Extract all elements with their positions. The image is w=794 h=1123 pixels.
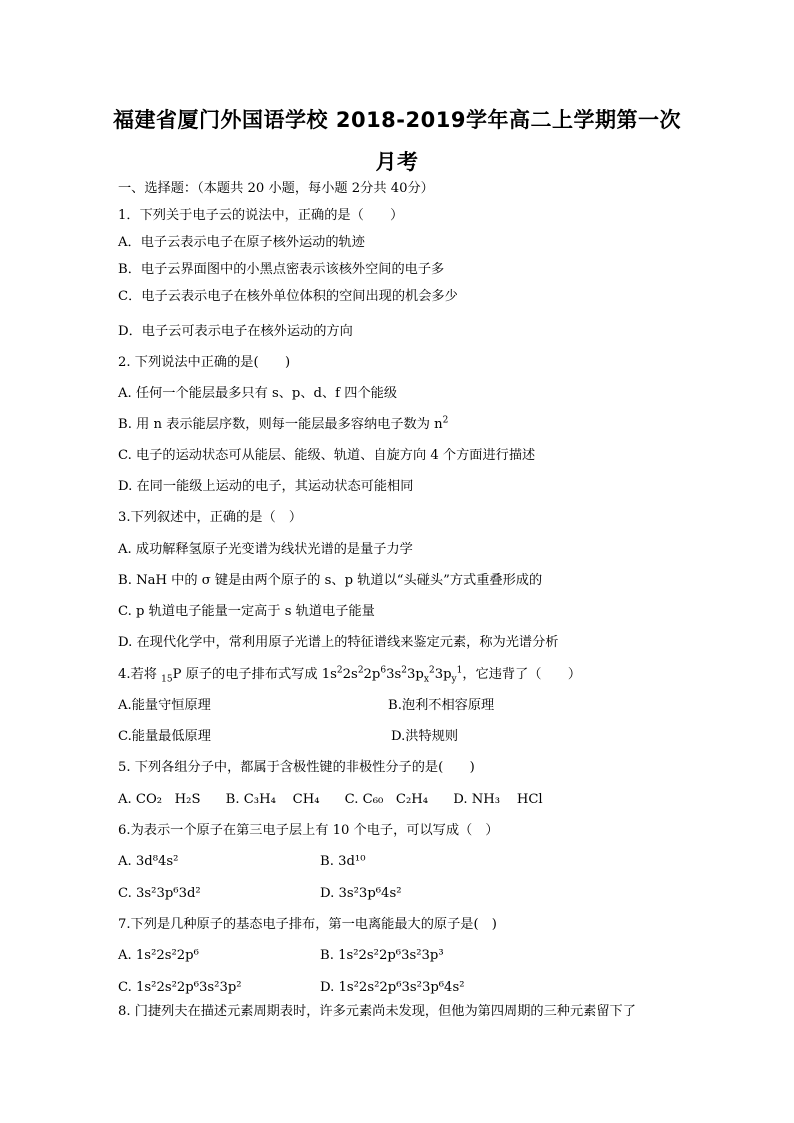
q2-stem: 2. 下列说法中正确的是( ) bbox=[118, 355, 291, 370]
q4-option-a: A.能量守恒原理 bbox=[118, 698, 211, 713]
q4-sub: y bbox=[451, 674, 457, 685]
q8-stem: 8. 门捷列夫在描述元素周期表时，许多元素尚未发现，但他为第四周期的三种元素留下了 bbox=[118, 1004, 636, 1019]
q3-option-b: B. NaH 中的 σ 键是由两个原子的 s、p 轨道以“头碰头”方式重叠形成的 bbox=[118, 573, 543, 588]
q4-sup: 6 bbox=[380, 665, 387, 676]
q4-stem-pre: 4.若将 bbox=[118, 667, 162, 682]
q7-option-a: A. 1s²2s²2p⁶ bbox=[118, 948, 199, 963]
q4-sup: 1 bbox=[456, 665, 463, 676]
exam-title-line1: 福建省厦门外国语学校 2018-2019学年高二上学期第一次 bbox=[113, 108, 681, 132]
q1-option-b: B．电子云界面图中的小黑点密表示该核外空间的电子多 bbox=[118, 262, 445, 277]
q6-option-b: B. 3d¹⁰ bbox=[320, 854, 366, 869]
q2-option-a: A. 任何一个能层最多只有 s、p、d、f 四个能级 bbox=[118, 386, 398, 401]
q4-orb: 3p bbox=[407, 667, 424, 682]
section-heading: 一、选择题：（本题共 20 小题，每小题 2分共 40分） bbox=[118, 181, 434, 196]
q2-option-b-exponent: 2 bbox=[442, 415, 449, 426]
q4-orb: 2s bbox=[342, 667, 358, 682]
q4-sup: 2 bbox=[401, 665, 408, 676]
q2-option-d: D. 在同一能级上运动的电子，其运动状态可能相同 bbox=[118, 479, 414, 494]
q4-sup: 2 bbox=[428, 665, 435, 676]
q4-stem-end: ，它违背了（ ） bbox=[462, 667, 582, 682]
q1-option-d: D．电子云可表示电子在核外运动的方向 bbox=[118, 324, 353, 339]
q7-stem: 7.下列是几种原子的基态电子排布，第一电离能最大的原子是( ) bbox=[118, 917, 497, 932]
q5-stem: 5. 下列各组分子中，都属于含极性键的非极性分子的是( ) bbox=[118, 760, 475, 775]
q3-option-d: D. 在现代化学中，常利用原子光谱上的特征谱线来鉴定元素，称为光谱分析 bbox=[118, 635, 559, 650]
q4-sub: x bbox=[423, 674, 429, 685]
q3-option-c: C. p 轨道电子能量一定高于 s 轨道电子能量 bbox=[118, 604, 375, 619]
q7-option-b: B. 1s²2s²2p⁶3s²3p³ bbox=[320, 948, 444, 963]
q4-option-c: C.能量最低原理 bbox=[118, 729, 211, 744]
q2-option-b bbox=[118, 417, 448, 433]
q1-option-a: A．电子云表示电子在原子核外运动的轨迹 bbox=[118, 235, 365, 250]
exam-title-line2: 月考 bbox=[375, 150, 419, 174]
q1-option-c: C．电子云表示电子在核外单位体积的空间出现的机会多少 bbox=[118, 289, 458, 304]
q6-option-d: D. 3s²3p⁶4s² bbox=[320, 886, 402, 901]
q4-stem-mid: P 原子的电子排布式写成 1s bbox=[172, 667, 337, 682]
q4-orb: 2p bbox=[363, 667, 381, 682]
q2-option-c: C. 电子的运动状态可从能层、能级、轨道、自旋方向 4 个方面进行描述 bbox=[118, 448, 536, 463]
q4-sup: 2 bbox=[357, 665, 364, 676]
q7-option-d: D. 1s²2s²2p⁶3s²3p⁶4s² bbox=[320, 980, 465, 995]
q4-atomic-number: 15 bbox=[161, 674, 173, 685]
q4-orb: 3s bbox=[386, 667, 402, 682]
q3-stem: 3.下列叙述中，正确的是（ ） bbox=[118, 510, 303, 525]
q1-stem: 1．下列关于电子云的说法中，正确的是（ ） bbox=[118, 208, 404, 223]
q7-option-c: C. 1s²2s²2p⁶3s²3p² bbox=[118, 980, 242, 995]
q4-option-b: B.泡利不相容原理 bbox=[388, 698, 495, 713]
q4-option-d: D.洪特规则 bbox=[391, 729, 459, 744]
q5-options: A. CO₂ H₂S B. C₃H₄ CH₄ C. C₆₀ C₂H₄ D. NH₃ HCl bbox=[118, 792, 543, 807]
q3-option-a: A. 成功解释氢原子光变谱为线状光谱的是量子力学 bbox=[118, 542, 413, 557]
q6-stem: 6.为表示一个原子在第三电子层上有 10 个电子，可以写成（ ） bbox=[118, 823, 499, 838]
q2-option-b-text: B. 用 n 表示能层序数，则每一能层最多容纳电子数为 n bbox=[118, 417, 443, 432]
q4-orb: 3p bbox=[434, 667, 452, 682]
q4-sup: 2 bbox=[336, 665, 343, 676]
q6-option-c: C. 3s²3p⁶3d² bbox=[118, 886, 201, 901]
q4-stem bbox=[118, 667, 581, 683]
q6-option-a: A. 3d⁸4s² bbox=[118, 854, 179, 869]
